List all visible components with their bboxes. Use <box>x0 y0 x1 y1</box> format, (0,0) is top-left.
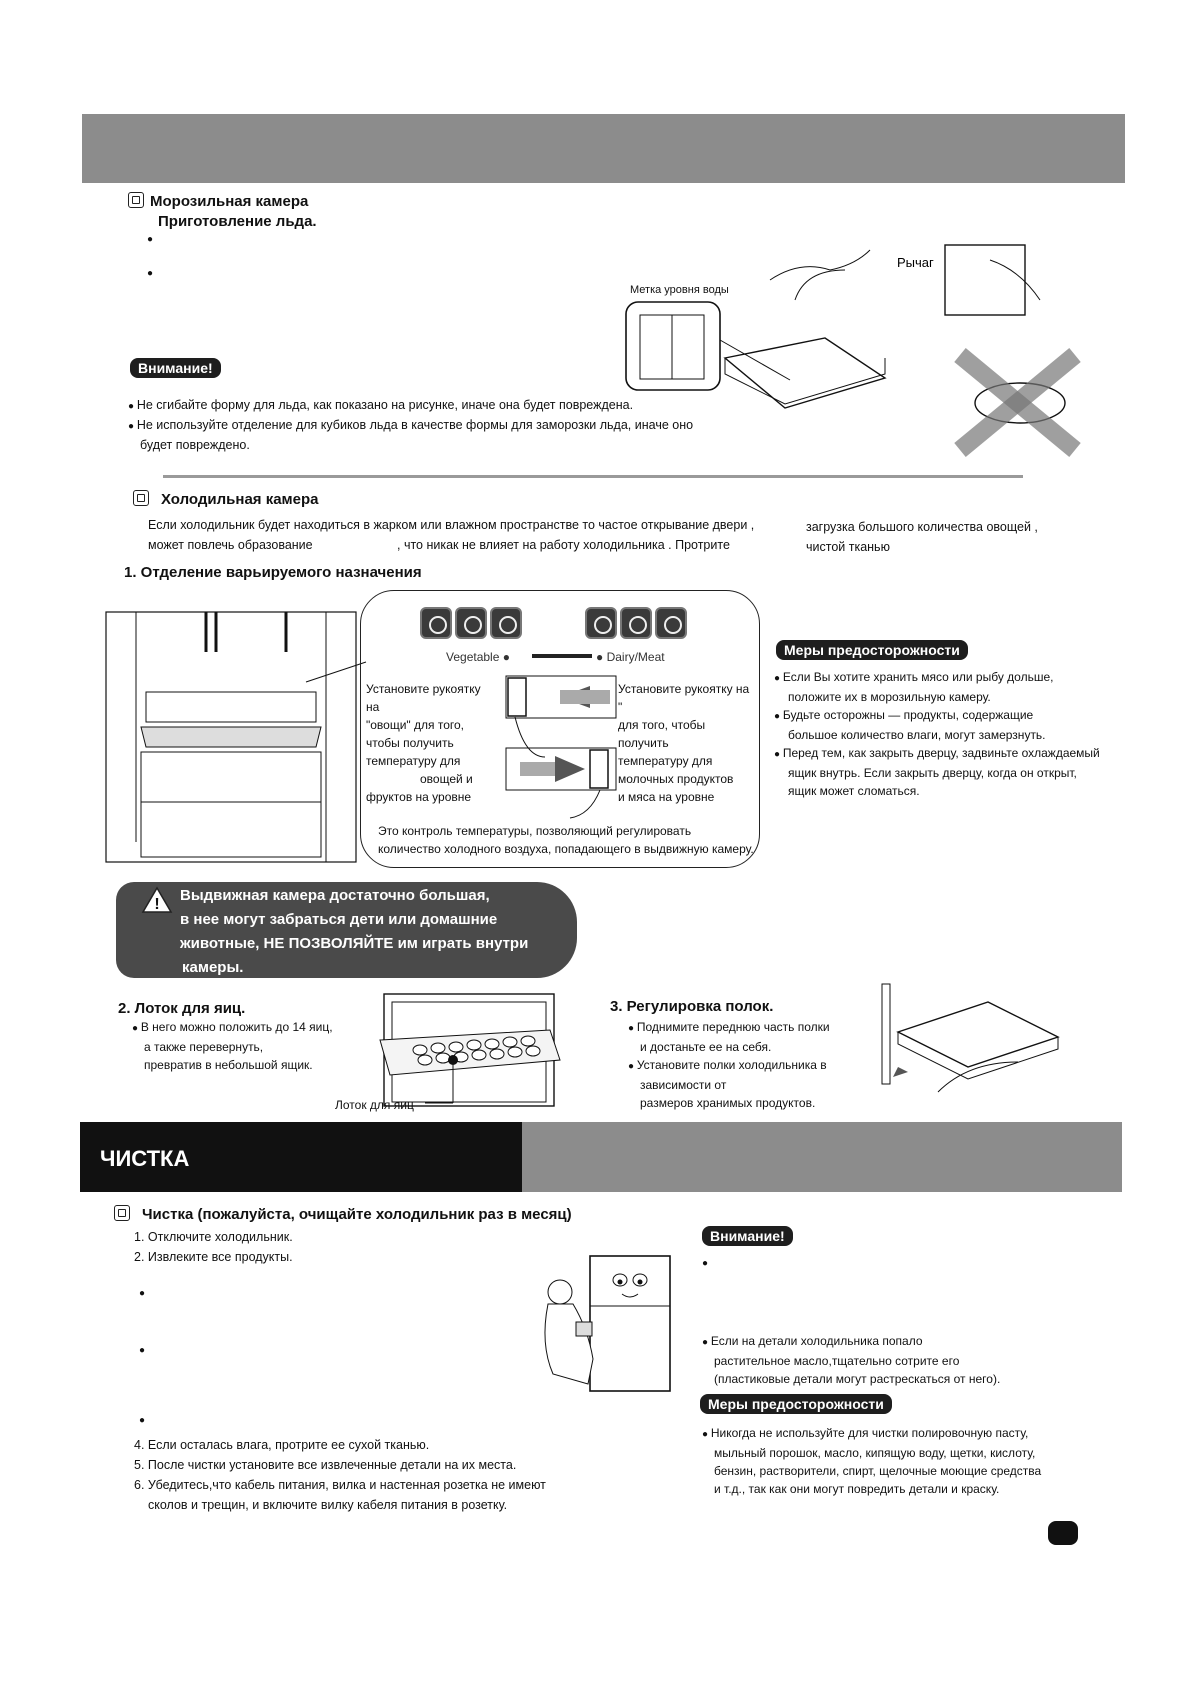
sausage-icon <box>620 607 652 639</box>
cleaning-step: 1. Отключите холодильник. <box>134 1230 293 1244</box>
cleaning-precautions-badge: Меры предосторожности <box>700 1394 892 1414</box>
fridge-heading: Холодильная камера <box>133 490 319 508</box>
text-line: температуру для <box>366 754 461 768</box>
cleaning-step: 5. После чистки установите все извлеченные детали на их места. <box>134 1458 517 1472</box>
text-line: ● Поднимите переднюю часть полки <box>628 1018 830 1038</box>
header-bar <box>82 114 1125 183</box>
text-line: бензин, растворители, спирт, щелочные моющие средства <box>714 1464 1042 1478</box>
bullet-dot: ● <box>702 1258 709 1269</box>
attention-badge: Внимание! <box>130 358 221 378</box>
meat-icons <box>585 607 690 644</box>
text-line: ● Установите полки холодильника в <box>628 1056 830 1076</box>
page-number-tab <box>1048 1521 1078 1545</box>
vegetable-icons <box>420 607 525 644</box>
shelves-text <box>628 1018 830 1112</box>
text-line: " <box>618 700 623 714</box>
text-line: превратив в небольшой ящик. <box>144 1058 313 1072</box>
dairy-label: ● Dairy/Meat <box>596 650 665 664</box>
text-line: Установите рукоятку на <box>618 682 750 696</box>
text-line: "овощи" для того, <box>366 718 465 732</box>
bullet-dot: ● <box>139 1345 146 1356</box>
cleaning-bar-grey <box>522 1122 1122 1192</box>
oil-note <box>702 1332 1000 1388</box>
cleaning-heading: Чистка (пожалуйста, очищайте холодильник раз в месяц) <box>114 1205 572 1223</box>
right-instruction <box>618 680 758 806</box>
precaution-item-cont: ящик внутрь. Если закрыть дверцу, когда он открыт, <box>788 766 1077 780</box>
knob-illustration <box>500 672 620 822</box>
text-line: ● Никогда не используйте для чистки полировочную пасту, <box>702 1424 1041 1444</box>
checkbox-icon <box>114 1205 130 1221</box>
cleaning-bar-title: ЧИСТКА <box>100 1146 190 1171</box>
bullet-dot: ● <box>147 268 154 279</box>
warning-line: камеры. <box>182 959 244 976</box>
text-line: температуру для <box>618 754 713 768</box>
vegetable-label: Vegetable ● <box>446 650 510 664</box>
fridge-para: может повлечь образование <box>148 538 313 552</box>
text-line: мыльный порошок, масло, кипящую воду, щетки, кислоту, <box>714 1446 1036 1460</box>
attention-item-cont: будет повреждено. <box>140 438 250 452</box>
text-line: Это контроль температуры, позволяющий регулировать <box>378 824 692 838</box>
svg-text:!: ! <box>154 896 160 913</box>
cleaning-precautions <box>702 1424 1041 1498</box>
attention-item: ● Не используйте отделение для кубиков льда в качестве формы для заморозки льда, иначе оно <box>128 416 693 436</box>
callout-bottom-text <box>378 822 754 858</box>
cleaning-attention-badge: Внимание! <box>702 1226 793 1246</box>
text-line: ● Если на детали холодильника попало <box>702 1332 1000 1352</box>
checkbox-icon <box>128 192 144 208</box>
cheese-icon <box>585 607 617 639</box>
freezer-subheading: Приготовление льда. <box>158 213 317 230</box>
precaution-item-cont: большое количество влаги, могут замерзнуть. <box>788 728 1046 742</box>
text-line: фруктов на уровне <box>366 790 472 804</box>
precaution-item-cont: положите их в морозильную камеру. <box>788 690 991 704</box>
fridge-para: чистой тканью <box>806 540 890 554</box>
slider-track <box>532 654 592 658</box>
ham-icon <box>655 607 687 639</box>
precautions-badge: Меры предосторожности <box>776 640 968 660</box>
section1-title: 1. Отделение варьируемого назначения <box>124 564 422 581</box>
precaution-item: ● Если Вы хотите хранить мясо или рыбу дольше, <box>774 668 1114 688</box>
fridge-para: , что никак не влияет на работу холодильника . Протрите <box>397 538 730 552</box>
text-line: зависимости от <box>640 1078 727 1092</box>
text-line: и достаньте ее на себя. <box>640 1040 772 1054</box>
shelves-title: 3. Регулировка полок. <box>610 998 774 1015</box>
egg-tray-illustration <box>380 990 560 1110</box>
fridge-interior-illustration <box>106 612 366 867</box>
fridge-para: загрузка большого количества овощей , <box>806 520 1038 534</box>
warning-line: животные, НЕ ПОЗВОЛЯЙТЕ им играть внутри <box>180 935 529 952</box>
text-line: для того, чтобы получить <box>618 718 706 750</box>
shelf-illustration <box>878 982 1068 1102</box>
left-instruction <box>366 680 496 806</box>
grapes-icon <box>490 607 522 639</box>
warning-line: в нее могут забраться дети или домашние <box>180 911 498 928</box>
text-line: и т.д., так как они могут повредить детали и краску. <box>714 1482 1000 1496</box>
precaution-item: ● Будьте осторожны — продукты, содержащие <box>774 706 1114 726</box>
egg-tray-title: 2. Лоток для яиц. <box>118 1000 246 1017</box>
text-line: а также перевернуть, <box>144 1040 264 1054</box>
tomato-icon <box>455 607 487 639</box>
fridge-para: Если холодильник будет находиться в жарком или влажном пространстве то частое открывание двери , <box>148 518 755 532</box>
attention-item: ● Не сгибайте форму для льда, как показано на рисунке, иначе она будет повреждена. <box>128 396 633 416</box>
cleaning-step: 4. Если осталась влага, протрите ее сухой тканью. <box>134 1438 430 1452</box>
text-line: (пластиковые детали могут растрескаться от него). <box>714 1372 1001 1386</box>
cleaning-step: сколов и трещин, и включите вилку кабеля питания в розетку. <box>148 1498 508 1512</box>
water-level-label: Метка уровня воды <box>630 284 729 296</box>
checkbox-icon <box>133 490 149 506</box>
cleaning-step: 6. Убедитесь,что кабель питания, вилка и настенная розетка не имеют <box>134 1478 546 1492</box>
text-line: количество холодного воздуха, попадающего в выдвижную камеру. <box>378 842 754 856</box>
bullet-dot: ● <box>139 1415 146 1426</box>
text-line: Установите рукоятку на <box>366 682 481 714</box>
carrot-icon <box>420 607 452 639</box>
precautions-list <box>774 668 1114 800</box>
text-line: молочных продуктов <box>618 772 734 786</box>
warning-line: Выдвижная камера достаточно большая, <box>180 887 490 904</box>
precaution-item-cont: ящик может сломаться. <box>788 784 920 798</box>
cleaning-illustration <box>538 1254 678 1394</box>
freezer-heading: Морозильная камера <box>128 192 308 210</box>
divider <box>163 475 1023 478</box>
text-line: чтобы получить <box>366 736 454 750</box>
text-line: размеров хранимых продуктов. <box>640 1096 816 1110</box>
bullet-dot: ● <box>147 234 154 245</box>
text-line: и мяса на уровне <box>618 790 715 804</box>
bullet-dot: ● <box>139 1288 146 1299</box>
precaution-item: ● Перед тем, как закрыть дверцу, задвиньте охлаждаемый <box>774 744 1114 764</box>
warning-text <box>180 884 528 980</box>
text-line: растительное масло,тщательно сотрите его <box>714 1354 960 1368</box>
text-line: ● В него можно положить до 14 яиц, <box>132 1018 333 1038</box>
text-line: овощей и <box>420 772 473 786</box>
cleaning-step: 2. Извлеките все продукты. <box>134 1250 293 1264</box>
lever-label: Рычаг <box>897 255 934 270</box>
egg-tray-caption: Лоток для яиц <box>335 1098 414 1112</box>
egg-tray-text <box>132 1018 333 1074</box>
warning-icon <box>142 887 172 913</box>
